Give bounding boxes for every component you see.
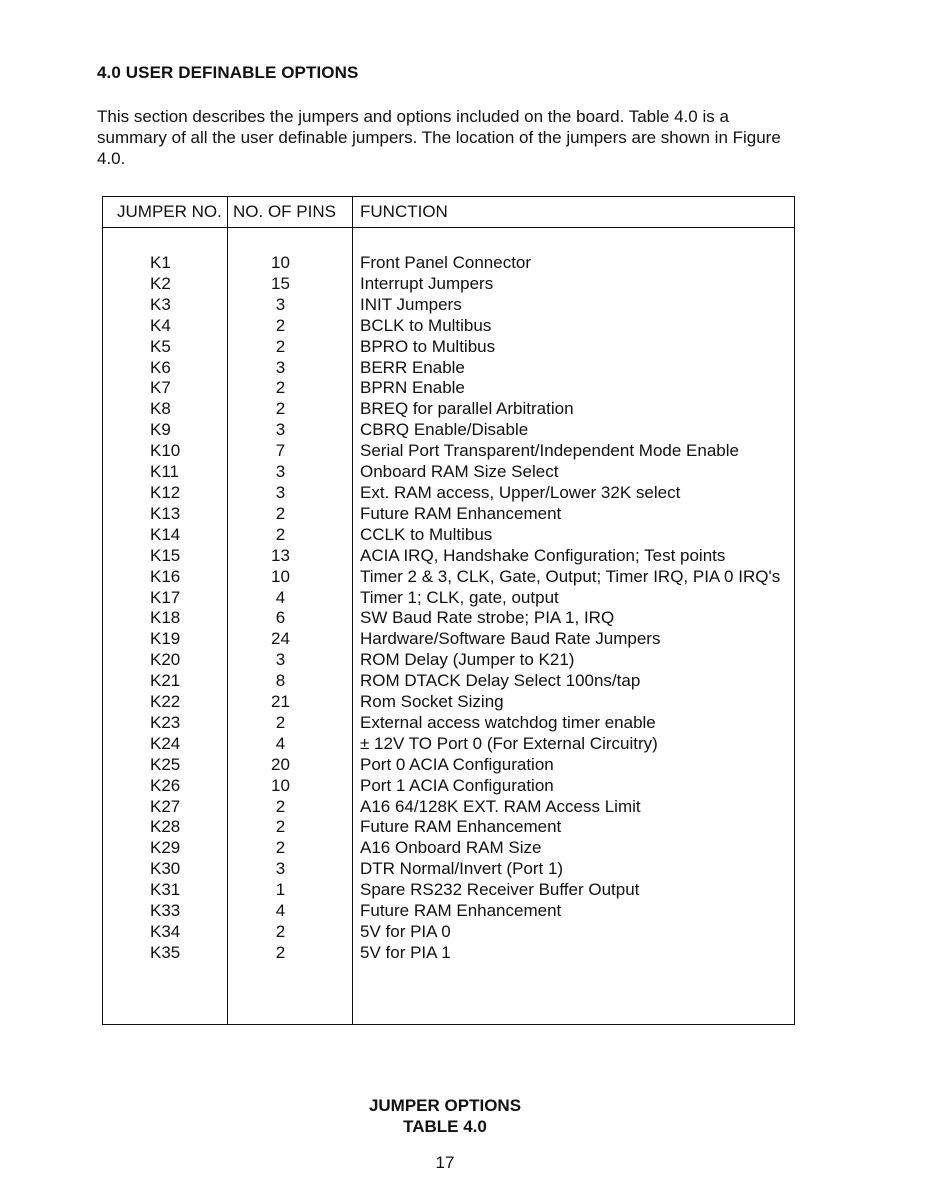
table-row [103,337,794,358]
jumper-function: ROM Delay (Jumper to K21) [360,650,575,670]
jumper-number: K3 [150,294,171,314]
jumper-number: K23 [150,712,181,732]
table-row [103,734,794,755]
pin-count: 1 [275,880,286,900]
table-caption-title: JUMPER OPTIONS [368,1096,522,1115]
jumper-number: K30 [150,859,181,879]
jumper-number: K31 [150,880,181,900]
pin-count: 3 [275,294,286,314]
pin-count: 2 [275,817,286,837]
jumper-function: Timer 1; CLK, gate, output [360,587,559,607]
table-row [103,776,794,797]
pin-count: 3 [275,357,286,377]
table-row [103,546,794,567]
pin-count: 2 [275,922,286,941]
jumper-number: K13 [150,503,181,523]
pin-count: 3 [275,482,286,502]
pin-count: 4 [275,587,286,607]
jumper-function: CCLK to Multibus [360,524,493,544]
jumper-function: CBRQ Enable/Disable [360,420,529,440]
pin-count: 10 [271,775,290,795]
page-number: 17 [435,1153,455,1172]
jumper-function: Port 1 ACIA Configuration [360,775,554,795]
jumper-number: K4 [150,315,171,335]
pin-count: 3 [275,420,286,440]
jumper-number: K5 [150,336,171,356]
jumper-function: INIT Jumpers [360,294,462,314]
intro-paragraph: This section describes the jumpers and options included on the board. Table 4.0 is a summary of all the user definable jumpers. The location of the jumpers are shown in Figure 4.0. [97,107,781,168]
pin-count: 20 [271,754,290,774]
jumper-number: K22 [150,692,181,712]
table-row [103,671,794,692]
jumper-function: Timer 2 & 3, CLK, Gate, Output; Timer IRQ, PIA 0 IRQ's [360,566,781,586]
jumper-function: BPRO to Multibus [360,336,496,356]
table-row [103,420,794,441]
jumper-function: Future RAM Enhancement [360,503,562,523]
header-no-of-pins: NO. OF PINS [233,202,336,221]
jumper-number: K11 [150,462,179,482]
jumper-function: ACIA IRQ, Handshake Configuration; Test points [360,545,726,565]
pin-count: 2 [275,796,286,816]
jumper-function: Onboard RAM Size Select [360,462,559,482]
table-row [103,504,794,525]
pin-count: 2 [275,503,286,523]
jumper-function: A16 Onboard RAM Size [360,838,542,858]
jumper-number: K12 [150,482,181,502]
pin-count: 2 [275,524,286,544]
jumper-function: Rom Socket Sizing [360,692,504,712]
jumper-number: K10 [150,441,181,461]
table-row [103,253,794,274]
jumper-function: Port 0 ACIA Configuration [360,754,554,774]
jumper-number: K29 [150,838,181,858]
table-row [103,358,794,379]
table-row [103,692,794,713]
table-row [103,817,794,838]
section-heading: 4.0 USER DEFINABLE OPTIONS [97,63,359,82]
table-row [103,295,794,316]
jumper-number: K28 [150,817,181,837]
pin-count: 2 [275,399,286,419]
table-row [103,378,794,399]
jumper-number: K17 [150,587,181,607]
jumper-function: Hardware/Software Baud Rate Jumpers [360,629,661,649]
table-caption-number: TABLE 4.0 [403,1117,487,1136]
table-row [103,755,794,776]
jumper-number: K19 [150,629,181,649]
table-row [103,525,794,546]
jumper-number: K20 [150,650,181,670]
pin-count: 24 [271,629,290,649]
jumper-number: K16 [150,566,181,586]
jumper-number: K9 [150,420,171,440]
table-body [103,253,794,964]
table-row [103,316,794,337]
table-row [103,274,794,295]
jumper-number: K15 [150,545,181,565]
jumper-function: BREQ for parallel Arbitration [360,399,574,419]
pin-count: 2 [275,378,286,398]
jumper-number: K35 [150,942,181,962]
table-row [103,838,794,859]
jumper-number: K25 [150,754,181,774]
jumper-table [102,196,795,1025]
jumper-number: K34 [150,922,181,941]
jumper-function: SW Baud Rate strobe; PIA 1, IRQ [360,608,615,628]
table-row [103,922,794,943]
pin-count: 2 [275,336,286,356]
table-row [103,588,794,609]
pin-count: 21 [271,692,290,712]
jumper-number: K18 [150,608,181,628]
jumper-number: K1 [150,253,171,272]
pin-count: 3 [275,859,286,879]
header-divider [103,227,794,228]
pin-count: 4 [275,733,286,753]
table-row [103,567,794,588]
jumper-number: K24 [150,733,181,753]
jumper-number: K6 [150,357,171,377]
pin-count: 10 [271,253,290,272]
table-row [103,943,794,964]
jumper-number: K21 [150,671,181,691]
jumper-function: Ext. RAM access, Upper/Lower 32K select [360,482,681,502]
pin-count: 10 [271,566,290,586]
pin-count: 8 [275,671,286,691]
jumper-function: Serial Port Transparent/Independent Mode Enable [360,441,739,461]
table-row [103,399,794,420]
header-function: FUNCTION [360,202,448,221]
jumper-function: 5V for PIA 1 [360,942,451,962]
jumper-function: ± 12V TO Port 0 (For External Circuitry) [360,733,658,753]
table-row [103,880,794,901]
pin-count: 2 [275,712,286,732]
pin-count: 2 [275,942,286,962]
jumper-number: K27 [150,796,181,816]
table-row [103,859,794,880]
jumper-function: A16 64/128K EXT. RAM Access Limit [360,796,641,816]
jumper-function: Future RAM Enhancement [360,817,562,837]
jumper-number: K2 [150,273,171,293]
pin-count: 4 [275,901,286,921]
table-row [103,797,794,818]
jumper-number: K14 [150,524,181,544]
table-row [103,608,794,629]
pin-count: 6 [275,608,286,628]
jumper-function: Front Panel Connector [360,253,532,272]
jumper-number: K8 [150,399,171,419]
table-row [103,483,794,504]
pin-count: 15 [271,273,290,293]
jumper-function: DTR Normal/Invert (Port 1) [360,859,564,879]
jumper-function: Interrupt Jumpers [360,273,494,293]
jumper-number: K33 [150,901,181,921]
jumper-function: 5V for PIA 0 [360,922,451,941]
table-row [103,629,794,650]
jumper-number: K26 [150,775,181,795]
jumper-function: Future RAM Enhancement [360,901,562,921]
pin-count: 7 [275,441,286,461]
header-jumper-no: JUMPER NO. [117,202,222,221]
pin-count: 13 [271,545,290,565]
jumper-function: External access watchdog timer enable [360,712,656,732]
pin-count: 3 [275,650,286,670]
table-row [103,713,794,734]
pin-count: 2 [275,315,286,335]
jumper-function: BERR Enable [360,357,465,377]
table-row [103,462,794,483]
table-row [103,650,794,671]
jumper-function: BPRN Enable [360,378,465,398]
table-row [103,441,794,462]
table-row [103,901,794,922]
jumper-function: ROM DTACK Delay Select 100ns/tap [360,671,641,691]
jumper-function: Spare RS232 Receiver Buffer Output [360,880,640,900]
pin-count: 3 [275,462,286,482]
jumper-function: BCLK to Multibus [360,315,492,335]
pin-count: 2 [275,838,286,858]
jumper-number: K7 [150,378,171,398]
